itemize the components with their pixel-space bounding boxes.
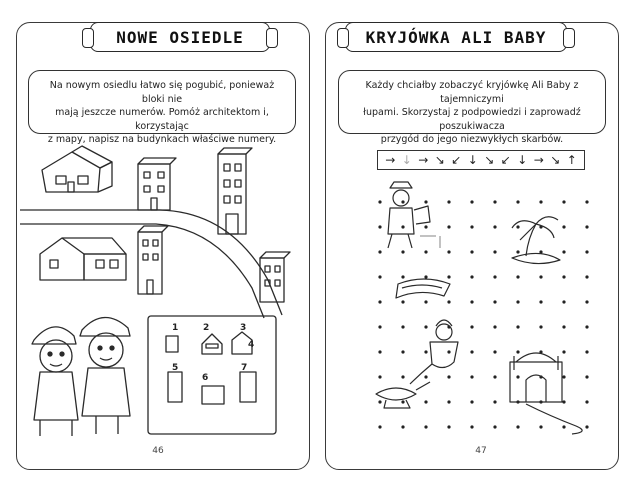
grid-dot xyxy=(470,425,473,428)
left-instructions-box xyxy=(28,70,296,145)
grid-dot xyxy=(447,375,450,378)
grid-dot xyxy=(401,250,404,253)
grid-dot xyxy=(470,325,473,328)
explorer-icon xyxy=(388,182,430,248)
grid-dot xyxy=(378,275,381,278)
building-icon xyxy=(260,252,290,302)
grid-dot xyxy=(470,300,473,303)
banner-ear-right xyxy=(563,28,575,48)
grid-dot xyxy=(562,300,565,303)
map-number: 4 xyxy=(248,340,255,350)
grid-dot xyxy=(447,250,450,253)
building-icon xyxy=(138,226,168,294)
grid-dot xyxy=(516,300,519,303)
grid-dot xyxy=(401,300,404,303)
grid-dot xyxy=(424,225,427,228)
map-number: 2 xyxy=(203,323,210,333)
grid-dot xyxy=(516,375,519,378)
grid-dot xyxy=(447,400,450,403)
grid-dot xyxy=(424,250,427,253)
page-number: 47 xyxy=(475,446,487,456)
grid-dot xyxy=(562,250,565,253)
map-number: 7 xyxy=(241,363,248,373)
grid-dot xyxy=(493,225,496,228)
grid-dot xyxy=(539,200,542,203)
grid-dot xyxy=(516,200,519,203)
grid-dot xyxy=(401,325,404,328)
grid-dot xyxy=(585,300,588,303)
road xyxy=(20,224,264,318)
grid-dot xyxy=(424,200,427,203)
architect-boy-illustration xyxy=(32,327,78,436)
instruction-line: Każdy chciałby zobaczyć kryjówkę Ali Baby z tajemniczymi xyxy=(365,80,579,105)
grid-dot xyxy=(516,350,519,353)
grid-dot xyxy=(562,425,565,428)
grid-dot xyxy=(516,225,519,228)
arrow-clue: ↘ xyxy=(550,153,561,167)
grid-dot xyxy=(447,350,450,353)
arrow-clue-strip xyxy=(377,150,585,170)
flying-carpet-icon xyxy=(396,279,450,298)
banner-ear-right xyxy=(266,28,278,48)
grid-dot xyxy=(424,350,427,353)
grid-dot xyxy=(585,425,588,428)
grid-dot xyxy=(378,300,381,303)
grid-dot xyxy=(470,400,473,403)
grid-dot xyxy=(516,325,519,328)
grid-dot xyxy=(470,200,473,203)
map-number: 1 xyxy=(172,323,179,333)
left-page-title-banner xyxy=(90,22,270,52)
grid-dot xyxy=(378,325,381,328)
grid-dot xyxy=(401,275,404,278)
grid-dot xyxy=(539,300,542,303)
right-instructions-box xyxy=(338,70,606,145)
grid-dot xyxy=(447,225,450,228)
grid-dot xyxy=(585,350,588,353)
grid-dot xyxy=(539,275,542,278)
right-page-title: KRYJÓWKA ALI BABY xyxy=(365,27,547,47)
grid-dot xyxy=(493,300,496,303)
neighborhood-illustration xyxy=(20,140,310,440)
grid-dot xyxy=(447,200,450,203)
grid-dot xyxy=(401,225,404,228)
arrow-clue: → xyxy=(418,153,429,167)
magic-lamp-icon xyxy=(376,382,430,408)
arrow-clue: → xyxy=(385,153,396,167)
instruction-line: Na nowym osiedlu łatwo się pogubić, ponieważ bloki nie xyxy=(49,80,275,105)
grid-dot xyxy=(401,400,404,403)
grid-dot xyxy=(585,275,588,278)
grid-dot xyxy=(401,350,404,353)
grid-dot xyxy=(493,425,496,428)
dot-grid-maze xyxy=(340,176,610,440)
grid-dot xyxy=(470,250,473,253)
grid-dot xyxy=(562,375,565,378)
grid-dot xyxy=(378,375,381,378)
map-number: 3 xyxy=(240,323,247,333)
grid-dot xyxy=(562,200,565,203)
arrow-clue: ↘ xyxy=(434,153,445,167)
grid-dot xyxy=(378,250,381,253)
banner-ear-left xyxy=(337,28,349,48)
instruction-line: łupami. Skorzystaj z podpowiedzi i zaprowadź poszukiwacza xyxy=(363,107,581,132)
instruction-line: przygód do jego niezwykłych skarbów. xyxy=(380,134,564,145)
left-page-title: NOWE OSIEDLE xyxy=(116,27,244,47)
grid-dot xyxy=(585,200,588,203)
grid-dot xyxy=(447,300,450,303)
grid-dot xyxy=(378,225,381,228)
arrow-clue: ↓ xyxy=(401,153,412,167)
grid-dot xyxy=(493,375,496,378)
house-icon xyxy=(40,238,126,280)
grid-dot xyxy=(585,325,588,328)
grid-dot xyxy=(585,225,588,228)
grid-dot xyxy=(378,425,381,428)
grid-dot xyxy=(401,200,404,203)
grid-dot xyxy=(470,275,473,278)
grid-dot xyxy=(447,275,450,278)
palm-island-icon xyxy=(512,217,560,264)
right-page-title-banner xyxy=(345,22,567,52)
grid-dot xyxy=(493,250,496,253)
grid-dot xyxy=(378,350,381,353)
grid-dot xyxy=(562,325,565,328)
instruction-line: mają jeszcze numerów. Pomóż architektom i, korzystając xyxy=(55,107,269,132)
arrow-clue: ↓ xyxy=(467,153,478,167)
arrow-clue: ↑ xyxy=(566,153,577,167)
map-number: 6 xyxy=(202,373,209,383)
grid-dot xyxy=(562,350,565,353)
house-icon xyxy=(42,146,112,192)
building-icon xyxy=(138,158,176,210)
grid-dot xyxy=(493,275,496,278)
arrow-clue: ↙ xyxy=(500,153,511,167)
grid-dot xyxy=(424,425,427,428)
grid-dot xyxy=(585,375,588,378)
map-number: 5 xyxy=(172,363,179,373)
grid-dot xyxy=(516,275,519,278)
grid-dot xyxy=(585,400,588,403)
grid-dot xyxy=(585,250,588,253)
grid-dot xyxy=(424,375,427,378)
grid-dot xyxy=(424,300,427,303)
grid-dot xyxy=(562,400,565,403)
grid-dot xyxy=(516,250,519,253)
arrow-clue: ↙ xyxy=(451,153,462,167)
grid-dot xyxy=(401,375,404,378)
grid-dot xyxy=(493,325,496,328)
grid-dot xyxy=(447,425,450,428)
grid-dot xyxy=(470,225,473,228)
grid-dot xyxy=(378,200,381,203)
grid-dot xyxy=(562,275,565,278)
arrow-clue: ↘ xyxy=(484,153,495,167)
grid-dot xyxy=(539,325,542,328)
grid-dot xyxy=(562,225,565,228)
grid-dot xyxy=(516,425,519,428)
arrow-clue: ↓ xyxy=(517,153,528,167)
grid-dot xyxy=(539,425,542,428)
grid-dot xyxy=(401,425,404,428)
grid-dot xyxy=(424,325,427,328)
genie-icon xyxy=(410,320,458,384)
arrow-clue: → xyxy=(533,153,544,167)
grid-dot xyxy=(470,375,473,378)
grid-dot xyxy=(378,400,381,403)
grid-dot xyxy=(424,275,427,278)
page-number: 46 xyxy=(152,446,164,456)
banner-ear-left xyxy=(82,28,94,48)
grid-dot xyxy=(493,350,496,353)
grid-dot xyxy=(493,400,496,403)
instruction-line: z mapy, napisz na budynkach właściwe numery. xyxy=(47,134,277,145)
palace-treasure-icon xyxy=(510,353,582,434)
grid-dot xyxy=(424,400,427,403)
tower-icon xyxy=(218,148,252,234)
architect-girl-illustration xyxy=(80,317,130,434)
grid-dot xyxy=(470,350,473,353)
grid-dot xyxy=(493,200,496,203)
